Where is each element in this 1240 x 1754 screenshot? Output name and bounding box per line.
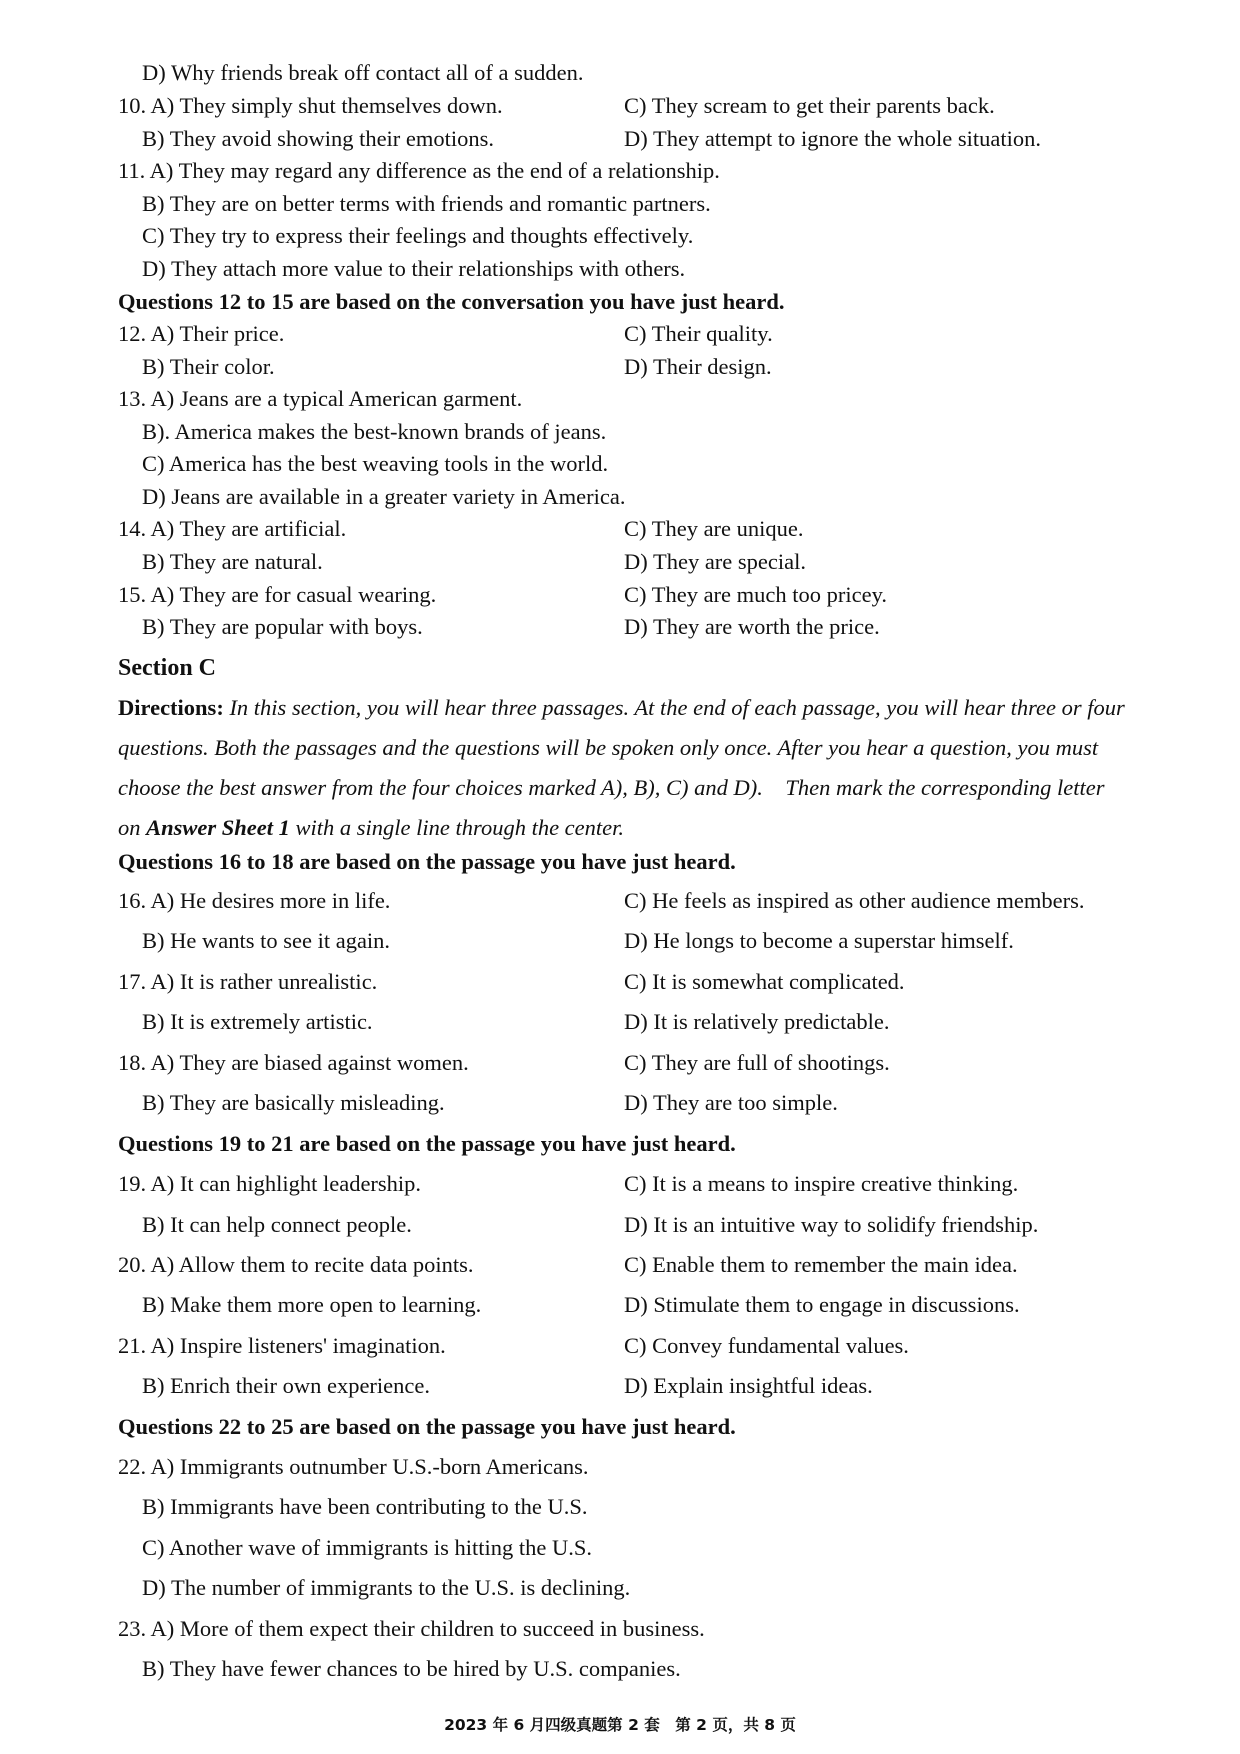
q20-option-d: D) Stimulate them to engage in discussions. [624, 1292, 1020, 1317]
q15-option-b: B) They are popular with boys. [142, 614, 423, 639]
q16-option-a: 16. A) He desires more in life. [118, 888, 391, 913]
directions-tail: with a single line through the center. [289, 815, 625, 840]
q16-option-c: C) He feels as inspired as other audience members. [624, 888, 1085, 913]
q22-option-a: 22. A) Immigrants outnumber U.S.-born Americans. [118, 1454, 589, 1479]
q14-option-b: B) They are natural. [142, 549, 323, 574]
q20-option-c: C) Enable them to remember the main idea. [624, 1252, 1018, 1277]
q14-option-d: D) They are special. [624, 549, 806, 574]
q14-option-c: C) They are unique. [624, 516, 804, 541]
q12-option-b: B) Their color. [142, 354, 275, 379]
q11-option-b: B) They are on better terms with friends and romantic partners. [142, 191, 711, 216]
q22-option-c: C) Another wave of immigrants is hitting the U.S. [142, 1535, 592, 1560]
q13-option-d: D) Jeans are available in a greater variety in America. [142, 484, 626, 509]
q19-option-b: B) It can help connect people. [142, 1212, 412, 1237]
q16-option-b: B) He wants to see it again. [142, 928, 391, 953]
q17-option-c: C) It is somewhat complicated. [624, 969, 905, 994]
q12-option-d: D) Their design. [624, 354, 772, 379]
group-heading-12-15: Questions 12 to 15 are based on the conversation you have just heard. [118, 289, 785, 314]
q19-option-d: D) It is an intuitive way to solidify friendship. [624, 1212, 1039, 1237]
q12-option-a: 12. A) Their price. [118, 321, 285, 346]
answer-sheet-ref: Answer Sheet 1 [146, 815, 290, 840]
directions-paragraph [118, 688, 1130, 848]
directions-label: Directions: [118, 695, 224, 720]
q18-option-b: B) They are basically misleading. [142, 1090, 445, 1115]
q10-option-b: B) They avoid showing their emotions. [142, 126, 495, 151]
q10-option-d: D) They attempt to ignore the whole situation. [624, 126, 1041, 151]
q22-option-b: B) Immigrants have been contributing to the U.S. [142, 1494, 588, 1519]
section-title: Section C [118, 655, 216, 681]
q13-option-a: 13. A) Jeans are a typical American garment. [118, 386, 523, 411]
q23-option-b: B) They have fewer chances to be hired by U.S. companies. [142, 1656, 681, 1681]
q14-option-a: 14. A) They are artificial. [118, 516, 347, 541]
q15-option-a: 15. A) They are for casual wearing. [118, 582, 437, 607]
directions-text: In this section, you will hear three passages. At the end of each passage, you will hear three or four questions. Both the passages and the questions will be spoken only once. After you hear a question, you must choose the best answer from the four choices marked A), B), C) and D). Then mark the corresponding letter on [118, 695, 1125, 840]
q21-option-b: B) Enrich their own experience. [142, 1373, 431, 1398]
option-9d: D) Why friends break off contact all of a sudden. [142, 60, 584, 85]
q11-option-d: D) They attach more value to their relationships with others. [142, 256, 686, 281]
group-heading-19-21: Questions 19 to 21 are based on the passage you have just heard. [118, 1131, 736, 1156]
q19-option-a: 19. A) It can highlight leadership. [118, 1171, 422, 1196]
q19-option-c: C) It is a means to inspire creative thinking. [624, 1171, 1019, 1196]
q13-option-b: B). America makes the best-known brands of jeans. [142, 419, 607, 444]
q17-option-b: B) It is extremely artistic. [142, 1009, 373, 1034]
q15-option-c: C) They are much too pricey. [624, 582, 888, 607]
q17-option-d: D) It is relatively predictable. [624, 1009, 890, 1034]
q21-option-c: C) Convey fundamental values. [624, 1333, 909, 1358]
q13-option-c: C) America has the best weaving tools in the world. [142, 451, 609, 476]
q18-option-d: D) They are too simple. [624, 1090, 838, 1115]
q21-option-d: D) Explain insightful ideas. [624, 1373, 873, 1398]
q23-option-a: 23. A) More of them expect their children to succeed in business. [118, 1616, 705, 1641]
q18-option-c: C) They are full of shootings. [624, 1050, 890, 1075]
q21-option-a: 21. A) Inspire listeners' imagination. [118, 1333, 446, 1358]
page-footer: 2023 年 6 月四级真题第 2 套 第 2 页，共 8 页 [444, 1716, 796, 1734]
q22-option-d: D) The number of immigrants to the U.S. is declining. [142, 1575, 631, 1600]
q16-option-d: D) He longs to become a superstar himself. [624, 928, 1014, 953]
q20-option-a: 20. A) Allow them to recite data points. [118, 1252, 474, 1277]
q20-option-b: B) Make them more open to learning. [142, 1292, 482, 1317]
q10-option-a: 10. A) They simply shut themselves down. [118, 93, 503, 118]
q11-option-c: C) They try to express their feelings and thoughts effectively. [142, 223, 694, 248]
q11-option-a: 11. A) They may regard any difference as the end of a relationship. [118, 158, 720, 183]
group-heading-22-25: Questions 22 to 25 are based on the passage you have just heard. [118, 1414, 736, 1439]
q15-option-d: D) They are worth the price. [624, 614, 880, 639]
group-heading-16-18: Questions 16 to 18 are based on the passage you have just heard. [118, 849, 736, 874]
q18-option-a: 18. A) They are biased against women. [118, 1050, 469, 1075]
q10-option-c: C) They scream to get their parents back. [624, 93, 995, 118]
q12-option-c: C) Their quality. [624, 321, 773, 346]
q17-option-a: 17. A) It is rather unrealistic. [118, 969, 378, 994]
